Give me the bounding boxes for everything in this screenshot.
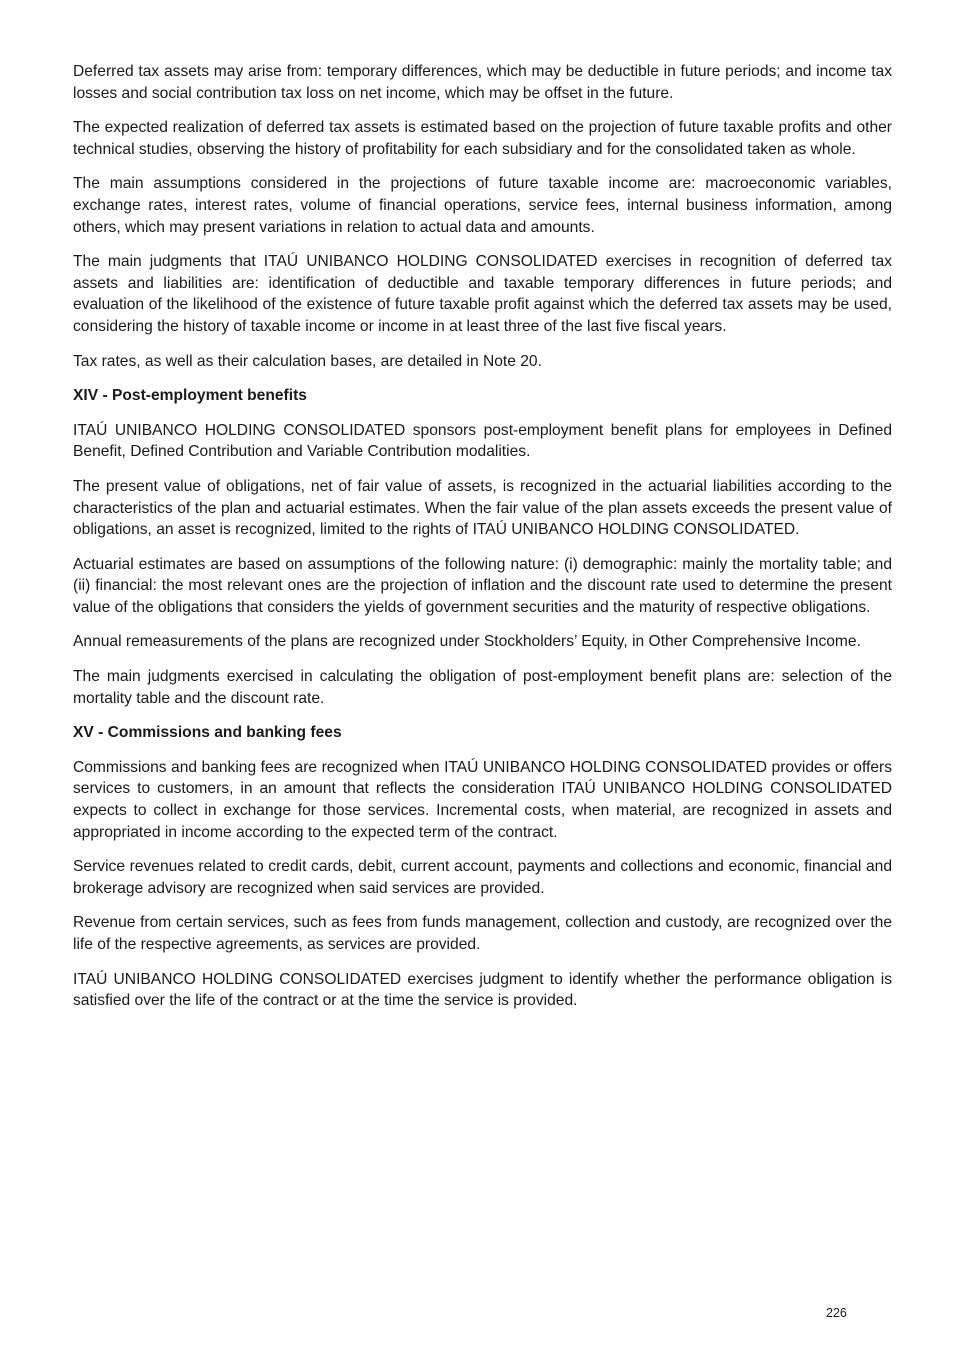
paragraph-post-employment-plans: ITAÚ UNIBANCO HOLDING CONSOLIDATED sponsors post-employment benefit plans for employees in Defined Benefit, Defined Contribution and Variable Contribution modalities. (73, 421, 892, 461)
paragraph-annual-remeasurements: Annual remeasurements of the plans are recognized under Stockholders’ Equity, in Other Comprehensive Income. (73, 633, 861, 651)
paragraph-post-employment-judgments: The main judgments exercised in calculating the obligation of post-employment benefit plans are: selection of the mortality table and the discount rate. (73, 668, 892, 707)
section-heading-commissions: XV - Commissions and banking fees (73, 724, 342, 742)
paragraph-actuarial-estimates: Actuarial estimates are based on assumptions of the following nature: (i) demographic: mainly the mortality table; and (ii) financial: the most relevant ones are the projection of inflation and the discount rate used to determine the present value of the obligations that considers the yields of government securities and the maturity of respective obligations. (73, 555, 892, 616)
paragraph-deferred-tax-realization: The expected realization of deferred tax assets is estimated based on the projection of future taxable profits and other technical studies, observing the history of profitability for each subsidiary and for the consolidated taken as whole. (73, 119, 892, 158)
page-number: 226 (826, 1306, 847, 1320)
paragraph-tax-rates: Tax rates, as well as their calculation bases, are detailed in Note 20. (73, 352, 542, 370)
paragraph-post-employment-present-value: The present value of obligations, net of fair value of assets, is recognized in the actuarial liabilities according to the characteristics of the plan and actuarial estimates. When the fair value of the plan assets exceeds the present value of obligations, an asset is recognized, limited to the rights of ITAÚ UNIBANCO HOLDING CONSOLIDATED. (73, 477, 892, 539)
paragraph-deferred-tax-assumptions: The main assumptions considered in the projections of future taxable income are: macroeconomic variables, exchange rates, interest rates, volume of financial operations, service fees, internal business information, among others, which may present variations in relation to actual data and amounts. (73, 175, 892, 236)
paragraph-deferred-tax-origin: Deferred tax assets may arise from: temporary differences, which may be deductible in future periods; and income tax losses and social contribution tax loss on net income, which may be offset in the future. (73, 63, 892, 102)
paragraph-commissions-recognition: Commissions and banking fees are recognized when ITAÚ UNIBANCO HOLDING CONSOLIDATED provides or offers services to customers, in an amount that reflects the consideration ITAÚ UNIBANCO HOLDING CONSOLIDATED expects to collect in exchange for those services. Incremental costs, when material, are recognized in assets and appropriated in income according to the expected term of the contract. (73, 758, 892, 841)
section-heading-post-employment: XIV - Post-employment benefits (73, 387, 307, 405)
paragraph-service-revenues: Service revenues related to credit cards, debit, current account, payments and collections and economic, financial and brokerage advisory are recognized when said services are provided. (73, 858, 892, 897)
paragraph-deferred-tax-judgments: The main judgments that ITAÚ UNIBANCO HOLDING CONSOLIDATED exercises in recognition of deferred tax assets and liabilities are: identification of deductible and taxable temporary differences in future periods; and evaluation of the likelihood of the existence of future taxable profit against which the deferred tax assets may be used, considering the history of taxable income or income in at least three of the last five fiscal years. (73, 253, 892, 335)
document-body (73, 61, 892, 1025)
paragraph-performance-obligation: ITAÚ UNIBANCO HOLDING CONSOLIDATED exercises judgment to identify whether the performance obligation is satisfied over the life of the contract or at the time the service is provided. (73, 970, 892, 1010)
paragraph-revenue-over-time: Revenue from certain services, such as fees from funds management, collection and custody, are recognized over the life of the respective agreements, as services are provided. (73, 914, 892, 953)
